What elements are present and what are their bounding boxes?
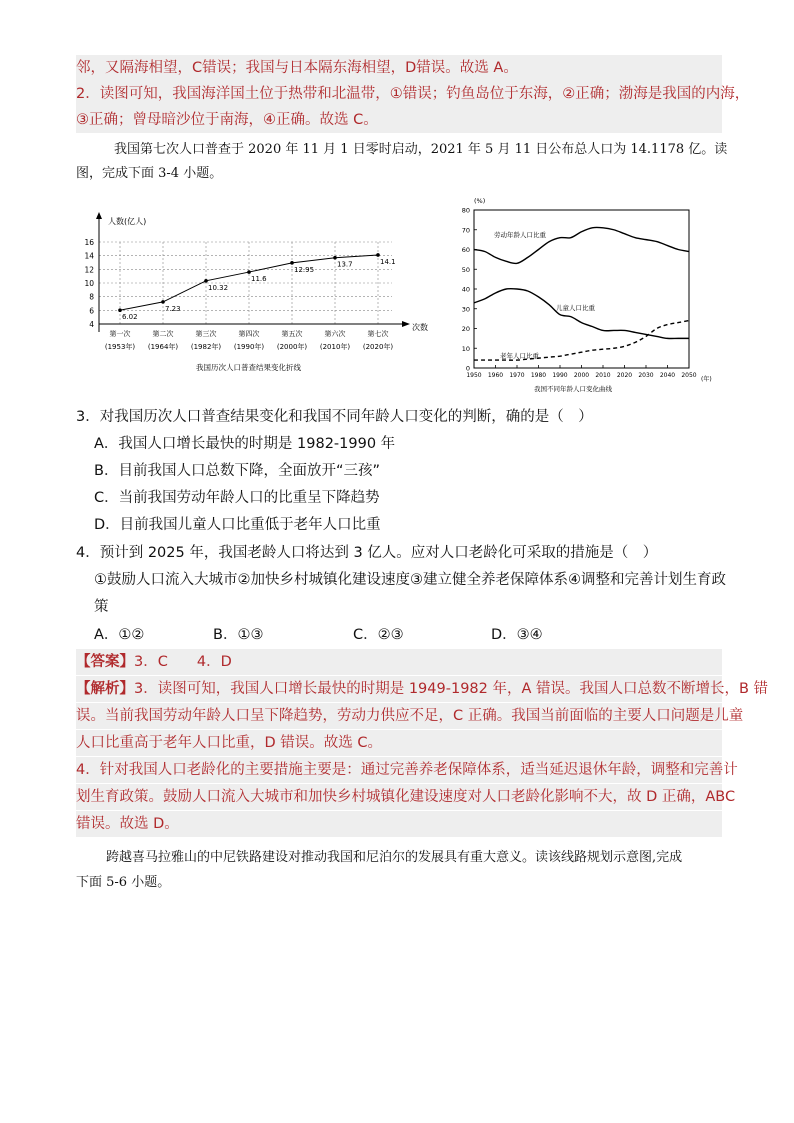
q3-stem: 3．对我国历次人口普查结果变化和我国不同年龄人口变化的判断，确的是（ ）: [76, 409, 593, 425]
age-chart-x-tick-label: 1990: [552, 372, 568, 379]
age-chart-x-tick-label: 1970: [509, 372, 525, 379]
age-chart-title: 我国不同年龄人口变化曲线: [534, 385, 612, 393]
age-chart-y-tick-label: 70: [461, 226, 470, 235]
census-y-tick-label: 14: [84, 251, 94, 261]
age-chart-y-tick-label: 20: [461, 325, 470, 333]
census-x-tick-label: 第七次: [367, 330, 389, 338]
census-y-label: 人数(亿人): [108, 217, 147, 226]
age-chart-y-tick-label: 30: [461, 305, 470, 314]
intro-3-4-line-2: 图，完成下面 3-4 小题。: [76, 166, 223, 181]
age-chart-x-unit: (年): [701, 376, 712, 383]
analysis-line-5: 划生育政策。鼓励人口流入大城市和加快乡村城镇化建设速度对人口老龄化影响不大，故 D 正确，ABC: [76, 784, 722, 810]
census-x-tick-year: (1990年): [233, 343, 265, 351]
census-data-point: [161, 300, 165, 304]
census-chart: [84, 212, 428, 372]
q4-stem: 4．预计到 2025 年，我国老龄人口将达到 3 亿人。应对人口老龄化可采取的措施是（ ）: [76, 545, 658, 561]
age-chart-y-tick-label: 80: [461, 206, 470, 215]
analysis-tag: 【解析】: [76, 681, 134, 697]
age-structure-chart: [454, 196, 724, 396]
q4-items-line-2: 策: [94, 599, 109, 615]
census-data-label: 14.1: [380, 257, 396, 266]
analysis-line-2: 误。当前我国劳动年龄人口呈下降趋势，劳动力供应不足，C 正确。我国当前面临的主要人口问题是儿童: [76, 703, 722, 729]
age-chart-x-tick-label: 2050: [681, 372, 697, 379]
age-chart-y-tick-label: 50: [461, 265, 470, 274]
q3-option-b: B．目前我国人口总数下降，全面放开“三孩”: [94, 463, 380, 479]
census-y-tick-label: 6: [89, 306, 94, 316]
census-x-label: 次数: [412, 323, 428, 332]
age-chart-y-unit: (%): [474, 197, 486, 205]
census-data-label: 6.02: [122, 313, 138, 322]
q4-option-d: D．③④: [491, 627, 543, 643]
age-chart-y-tick-label: 10: [461, 344, 470, 353]
census-x-tick-year: (1964年): [147, 343, 179, 351]
census-data-label: 10.32: [208, 283, 229, 292]
age-chart-x-tick-label: 2040: [659, 372, 676, 379]
q4-option-b: B．①③: [213, 627, 264, 643]
intro-5-6-line-2: 下面 5-6 小题。: [76, 875, 171, 890]
census-data-point: [204, 279, 208, 283]
census-x-tick-year: (2020年): [362, 343, 394, 351]
census-x-tick-year: (2000年): [276, 343, 308, 351]
child-series-line: [474, 289, 689, 339]
census-data-label: 12.95: [294, 265, 315, 274]
analysis-line-4: 4．针对我国人口老龄化的主要措施主要是：通过完善养老保障体系，适当延迟退休年龄，调整和完善计: [76, 757, 722, 783]
q4-option-c: C．②③: [353, 627, 404, 643]
census-data-point: [333, 256, 337, 260]
census-data-point: [376, 253, 380, 257]
census-y-axis-arrow: [96, 212, 102, 219]
analysis-line-3: 人口比重高于老年人口比重，D 错误。故选 C。: [76, 730, 722, 756]
prev-answer-line-1: 邻，又隔海相望，C错误；我国与日本隔东海相望，D错误。故选 A。: [76, 55, 722, 81]
age-chart-x-tick-label: 2000: [573, 372, 590, 379]
census-x-tick-year: (1953年): [104, 343, 136, 351]
census-x-tick-year: (1982年): [190, 343, 222, 351]
prev-answer-line-2: 2．读图可知，我国海洋国土位于热带和北温带，①错误；钓鱼岛位于东海，②正确；渤海是我国的内海，: [76, 81, 722, 107]
analysis-text-1: 3．读图可知，我国人口增长最快的时期是 1949-1982 年，A 错误。我国人口总数不断增长，B 错: [134, 681, 769, 697]
q4-option-a: A．①②: [94, 627, 145, 643]
prev-answer-line-3: ③正确；曾母暗沙位于南海，④正确。故选 C。: [76, 107, 722, 133]
census-chart-grid: [99, 242, 392, 324]
census-x-tick-label: 第六次: [324, 330, 346, 338]
census-chart-title: 我国历次人口普查结果变化折线: [196, 363, 301, 372]
child-series-label: 儿童人口比重: [556, 304, 595, 312]
q3-option-a: A．我国人口增长最快的时期是 1982-1990 年: [94, 436, 396, 452]
census-y-tick-label: 10: [84, 279, 94, 288]
census-x-tick-label: 第五次: [281, 330, 303, 338]
census-data-point: [290, 261, 294, 265]
q3-option-c: C．当前我国劳动年龄人口的比重呈下降趋势: [94, 490, 380, 506]
intro-5-6-line-1: 跨越喜马拉雅山的中尼铁路建设对推动我国和尼泊尔的发展具有重大意义。读该线路规划示意图,完成: [106, 850, 683, 865]
census-data-point: [247, 270, 251, 274]
census-x-axis-arrow: [402, 321, 410, 327]
answer-tag: 【答案】: [76, 654, 134, 670]
answer-line: [76, 649, 722, 675]
working-age-series-label: 劳动年龄人口比重: [494, 231, 546, 239]
age-chart-y-tick-label: 0: [465, 364, 470, 373]
census-x-tick-year: (2010年): [319, 343, 351, 351]
analysis-line-1: [76, 676, 769, 702]
census-y-tick-label: 4: [89, 320, 94, 329]
census-y-tick-label: 12: [84, 265, 94, 275]
age-chart-x-tick-label: 2030: [638, 372, 654, 379]
census-y-tick-label: 8: [89, 292, 94, 302]
census-x-tick-label: 第四次: [238, 330, 260, 338]
q4-items-line-1: ①鼓励人口流入大城市②加快乡村城镇化建设速度③建立健全养老保障体系④调整和完善计划生育政: [94, 572, 726, 588]
intro-3-4-line-1: 我国第七次人口普查于 2020 年 11 月 1 日零时启动，2021 年 5 月 11 日公布总人口为 14.1178 亿。读: [114, 142, 728, 157]
q3-option-d: D．目前我国儿童人口比重低于老年人口比重: [94, 517, 381, 533]
census-x-tick-label: 第一次: [109, 330, 131, 338]
elderly-series-label: 老年人口比重: [500, 352, 539, 360]
census-data-label: 7.23: [165, 304, 181, 313]
age-chart-x-tick-label: 2020: [616, 372, 633, 379]
answer-text: 3．C 4．D: [134, 654, 232, 670]
census-data-point: [118, 308, 122, 312]
age-chart-x-tick-label: 1950: [466, 372, 482, 379]
age-chart-y-tick-label: 60: [461, 246, 470, 254]
census-y-tick-label: 16: [84, 238, 94, 247]
age-chart-x-tick-label: 1960: [487, 372, 504, 379]
census-data-label: 13.7: [337, 260, 353, 269]
age-chart-x-tick-label: 1980: [530, 372, 547, 379]
census-x-tick-label: 第三次: [195, 330, 217, 338]
census-data-label: 11.6: [251, 275, 267, 284]
age-chart-y-tick-label: 40: [461, 285, 470, 294]
census-x-tick-label: 第二次: [152, 330, 174, 338]
age-chart-x-tick-label: 2010: [595, 372, 611, 379]
analysis-line-6: 错误。故选 D。: [76, 811, 722, 837]
